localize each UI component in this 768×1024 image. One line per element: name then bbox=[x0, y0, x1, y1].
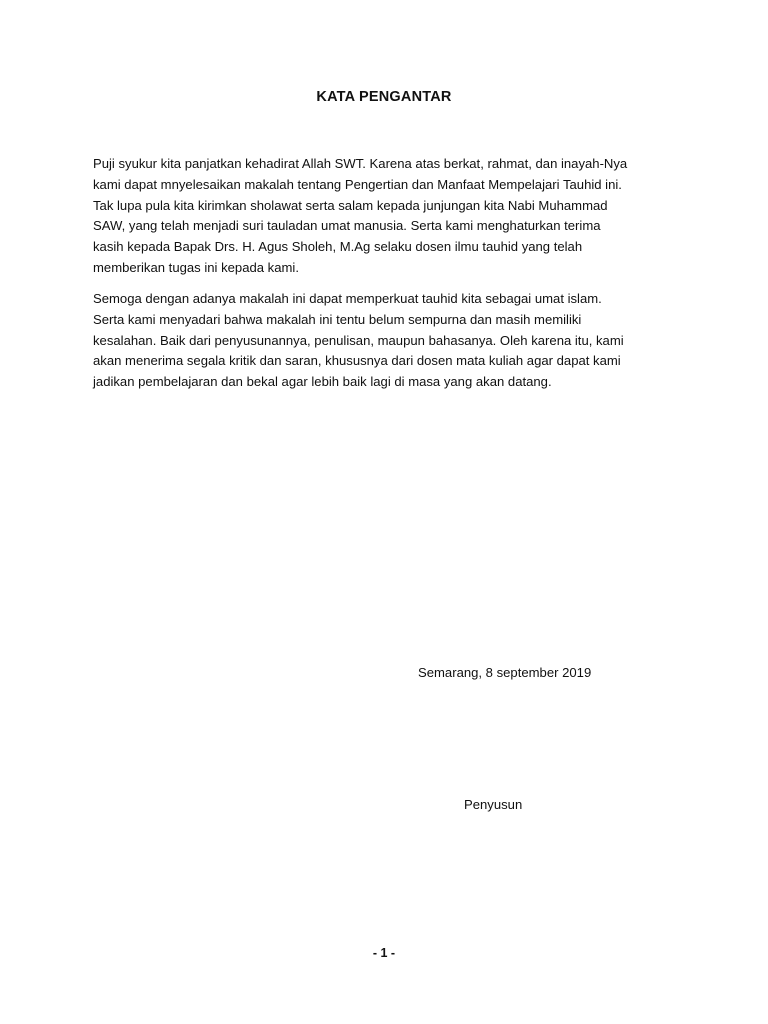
place-and-date: Semarang, 8 september 2019 bbox=[418, 665, 592, 680]
paragraph-line: Puji syukur kita panjatkan kehadirat Allah SWT. Karena atas berkat, rahmat, dan inayah-Nya bbox=[93, 156, 628, 171]
paragraph-line: Semoga dengan adanya makalah ini dapat memperkuat tauhid kita sebagai umat islam. bbox=[93, 291, 602, 306]
paragraph-line: Serta kami menyadari bahwa makalah ini tentu belum sempurna dan masih memiliki bbox=[93, 311, 582, 327]
paragraph-line: akan menerima segala kritik dan saran, khususnya dari dosen mata kuliah agar dapat kami bbox=[93, 353, 621, 369]
author-signature-label: Penyusun bbox=[464, 797, 523, 812]
paragraph-hope bbox=[93, 289, 683, 393]
paragraph-line: memberikan tugas ini kepada kami. bbox=[93, 259, 299, 275]
document-title: KATA PENGANTAR bbox=[316, 89, 452, 105]
paragraph-line: kami dapat mnyelesaikan makalah tentang Pengertian dan Manfaat Mempelajari Tauhid ini. bbox=[93, 176, 622, 192]
paragraph-line: Tak lupa pula kita kirimkan sholawat serta salam kepada junjungan kita Nabi Muhammad bbox=[93, 197, 608, 213]
paragraph-line: kasih kepada Bapak Drs. H. Agus Sholeh, M.Ag selaku dosen ilmu tauhid yang telah bbox=[93, 239, 583, 255]
page-number: - 1 - bbox=[372, 946, 396, 960]
paragraph-intro bbox=[93, 154, 683, 279]
paragraph-line: kesalahan. Baik dari penyusunannya, penulisan, maupun bahasanya. Oleh karena itu, kami bbox=[93, 332, 624, 348]
paragraph-line: jadikan pembelajaran dan bekal agar lebih baik lagi di masa yang akan datang. bbox=[93, 374, 552, 390]
paragraph-line: SAW, yang telah menjadi suri tauladan umat manusia. Serta kami menghaturkan terima bbox=[93, 218, 601, 234]
